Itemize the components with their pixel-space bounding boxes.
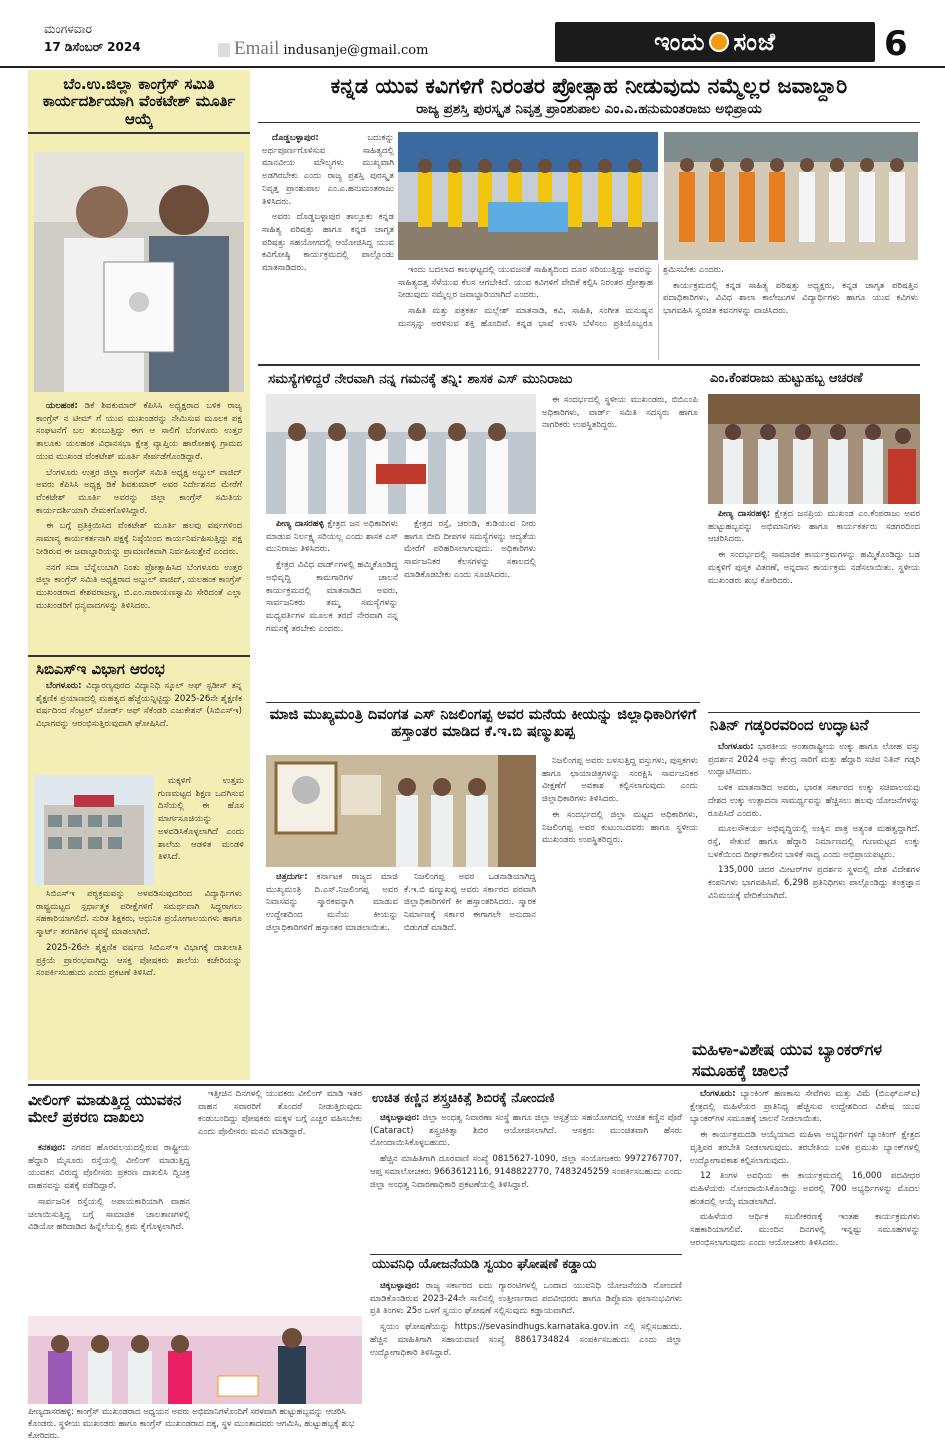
kemparaju-lead: ಪೀಣ್ಯ ದಾಸರಹಳ್ಳಿ: [718, 509, 771, 519]
gadkari-lead: ಬೆಂಗಳೂರು: [718, 742, 754, 752]
wheeling-para-1: ನಗರದ ಹೊರವಲಯದಲ್ಲಿರುವ ರಾಷ್ಟ್ರೀಯ ಹೆದ್ದಾರಿ ಮೈಸೂರು ರಸ್ತೆಯಲ್ಲಿ ವೀಲಿಂಗ್ ಮಾಡುತ್ತಿದ್ದ ಯುವಕನ ವಿರುದ್ಧ ಪೊಲೀಸರು ಪ್ರಕರಣ ದಾಖಲಿಸಿ ದ್ವಿಚಕ್ರ ವಾಹನವನ್ನು ವಶಕ್ಕೆ ಪಡೆದಿದ್ದಾರೆ. [28, 1143, 190, 1192]
divider [370, 1254, 682, 1255]
cbse-para-1: ವಿದ್ಯಾರಣ್ಯಪುರದ ವಿದ್ಯಾನಿಧಿ ಸ್ಕೂಲ್ ಆಫ್ ಸ್ಟಡೀಸ್ ತನ್ನ ಶೈಕ್ಷಣಿಕ ಪ್ರಯಾಣದಲ್ಲಿ ಮಹತ್ವದ ಹೆಜ್ಜೆಯನ್ನಿಟ್ಟಿದ್ದು 2025-26ನೇ ಶೈಕ್ಷಣಿಕ ವರ್ಷದಿಂದ ಸೆಂಟ್ರಲ್ ಬೋರ್ಡ್ ಆಫ್ ಸೆಕೆಂಡರಿ ಎಜುಕೇಶನ್ (ಸಿಬಿಎಸ್‌ಇ) ವಿಭಾಗವನ್ನು ಆರಂಭಿಸುತ್ತಿರುವುದಾಗಿ ಘೋಷಿಸಿದೆ. [36, 681, 242, 730]
yuvanidhi-body [370, 1280, 682, 1438]
nijalingappa-headline: ಮಾಜಿ ಮುಖ್ಯಮಂತ್ರಿ ದಿವಂಗತ ಎಸ್ ನಿಜಲಿಂಗಪ್ಪ ಅವರ ಮನೆಯ ಕೀಯನ್ನು ಜಿಲ್ಲಾಧಿಕಾರಿಗಳಿಗೆ ಹಸ್ತಾಂತರ ಮಾಡಿದ ಕೆ.ಇ.ಬಿ ಷಣ್ಮುಖಪ್ಪ [269, 707, 697, 740]
muniraju-para-4: ಈ ಸಂದರ್ಭದಲ್ಲಿ ಸ್ಥಳೀಯ ಮುಖಂಡರು, ಬಿಬಿಎಂಪಿ ಅಧಿಕಾರಿಗಳು, ವಾರ್ಡ್ ಸಮಿತಿ ಸದಸ್ಯರು ಹಾಗೂ ನಾಗರಿಕರು ಉಪಸ್ಥಿತರಿದ್ದರು. [542, 395, 698, 431]
gadkari-para-3: ಮೂಲಸೌಕರ್ಯ ಅಭಿವೃದ್ಧಿಯಲ್ಲಿ ಉಕ್ಕಿನ ಪಾತ್ರ ಅತ್ಯಂತ ಮಹತ್ವದ್ದಾಗಿದೆ. ರಸ್ತೆ, ಸೇತುವೆ ಹಾಗೂ ಹೆದ್ದಾರಿ ನಿರ್ಮಾಣದಲ್ಲಿ ಗುಣಮಟ್ಟದ ಉಕ್ಕು ಬಳಕೆಯಿಂದ ದೀರ್ಘಕಾಲೀನ ಬಾಳಿಕೆ ಸಾಧ್ಯ ಎಂದು ಅಭಿಪ್ರಾಯಪಟ್ಟರು. [708, 824, 920, 860]
surgery-body [370, 1112, 682, 1252]
left-para-2: ಬೆಂಗಳೂರು ಉತ್ತರ ಜಿಲ್ಲಾ ಕಾಂಗ್ರೆಸ್ ಸಮಿತಿ ಅಧ್ಯಕ್ಷ ಅಬ್ದುಲ್ ವಾಜಿದ್ ಅವರು ಕೆಪಿಸಿಸಿ ಅಧ್ಯಕ್ಷ ಡಿಕೆ ಶಿವಕುಮಾರ್ ಅವರ ನಿರ್ದೇಶನದ ಮೇರೆಗೆ ವೆಂಕಟೇಶ್ ಮೂರ್ತಿ ಅವರನ್ನು ಜಿಲ್ಲಾ ಕಾಂಗ್ರೆಸ್ ಸಮಿತಿಯ ಕಾರ್ಯದರ್ಶಿಯಾಗಿ ನೇಮಕಗೊಳಿಸಿದ್ದಾರೆ. [36, 467, 242, 516]
photo-birthday-celebration [708, 394, 920, 504]
gadkari-para-1: ಭಾರತೀಯ ಅಂತಾರಾಷ್ಟ್ರೀಯ ಉಕ್ಕು ಹಾಗೂ ಲೋಹ ವಸ್ತು ಪ್ರದರ್ಶನ 2024 ಅನ್ನು ಕೇಂದ್ರ ಸಾರಿಗೆ ಮತ್ತು ಹೆದ್ದಾರಿ ಸಚಿವ ನಿತಿನ್ ಗಡ್ಕರಿ ಉದ್ಘಾಟಿಸಿದರು. [708, 742, 920, 778]
top-para-5: ಕಾರ್ಯಕ್ರಮದಲ್ಲಿ ಕನ್ನಡ ಸಾಹಿತ್ಯ ಪರಿಷತ್ತು ಅಧ್ಯಕ್ಷರು, ಕನ್ನಡ ಜಾಗೃತ ಪರಿಷತ್ತಿನ ಪದಾಧಿಕಾರಿಗಳು, ವಿವಿಧ ಶಾಲಾ ಕಾಲೇಜುಗಳ ವಿದ್ಯಾರ್ಥಿಗಳು ಹಾಗೂ ಯುವ ಕವಿಗಳು ಭಾಗವಹಿಸಿ ಸ್ವರಚಿತ ಕವನಗಳನ್ನು ವಾಚಿಸಿದರು. [663, 280, 918, 317]
women-para-4: ಮಹಿಳೆಯರ ಆರ್ಥಿಕ ಸಬಲೀಕರಣಕ್ಕೆ ಇಂತಹ ಕಾರ್ಯಕ್ರಮಗಳು ಸಹಕಾರಿಯಾಗಲಿವೆ. ಮುಂದಿನ ದಿನಗಳಲ್ಲಿ ಇನ್ನಷ್ಟು ಸಮೂಹಗಳನ್ನು ಆರಂಭಿಸಲಾಗುವುದು ಎಂದು ಆಯೋಜಕರು ತಿಳಿಸಿದರು. [690, 1212, 920, 1248]
gadkari-para-4: 135,000 ಚದರ ಮೀಟರ್‌ಗಳ ಪ್ರದರ್ಶನ ಸ್ಥಳದಲ್ಲಿ ದೇಶ ವಿದೇಶಗಳ ಕಂಪನಿಗಳು ಭಾಗವಹಿಸಿವೆ. 6,298 ಪ್ರತಿನಿಧಿಗಳು ಪಾಲ್ಗೊಂಡಿದ್ದು ತಂತ್ರಜ್ಞಾನ ವಿನಿಮಯಕ್ಕೆ ವೇದಿಕೆಯಾಗಿದೆ. [708, 865, 920, 901]
kemparaju-para-1: ಕ್ಷೇತ್ರದ ಜನಪ್ರಿಯ ಮುಖಂಡ ಎಂ.ಕೆಂಪರಾಜು ಅವರ ಹುಟ್ಟುಹಬ್ಬವನ್ನು ಅಭಿಮಾನಿಗಳು ಹಾಗೂ ಕಾರ್ಯಕರ್ತರು ಸಡಗರದಿಂದ ಆಚರಿಸಿದರು. [708, 509, 920, 545]
women-body [690, 1088, 920, 1438]
kemparaju-para-2: ಈ ಸಂದರ್ಭದಲ್ಲಿ ಸಾಮಾಜಿಕ ಕಾರ್ಯಕ್ರಮಗಳನ್ನು ಹಮ್ಮಿಕೊಂಡಿದ್ದು ಬಡ ಮಕ್ಕಳಿಗೆ ಪುಸ್ತಕ ವಿತರಣೆ, ಅನ್ನದಾನ ಕಾರ್ಯಕ್ರಮ ನಡೆಸಲಾಯಿತು. ಸ್ಥಳೀಯ ಮುಖಂಡರು ಶುಭ ಕೋರಿದರು. [708, 550, 920, 586]
muniraju-para-2: ಕ್ಷೇತ್ರದ ವಿವಿಧ ವಾರ್ಡ್‌ಗಳಲ್ಲಿ ಹಮ್ಮಿಕೊಂಡಿದ್ದ ಅಭಿವೃದ್ಧಿ ಕಾಮಗಾರಿಗಳ ಚಾಲನೆ ಕಾರ್ಯಕ್ರಮದಲ್ಲಿ ಮಾತನಾಡಿದ ಅವರು, ಸಾರ್ವಜನಿಕರು ತಮ್ಮ ಸಮಸ್ಯೆಗಳನ್ನು ಮಧ್ಯವರ್ತಿಗಳ ಮೂಲಕ ತರದೆ ನೇರವಾಗಿ ನನ್ನ ಗಮನಕ್ಕೆ ತರಬೇಕು ಎಂದರು. [266, 560, 398, 634]
kemparaju-story [708, 368, 920, 706]
top-story [258, 70, 920, 362]
email-icon [218, 43, 230, 57]
page-number: 6 [884, 24, 908, 64]
yuvanidhi-para-2: ಸ್ವಯಂ ಘೋಷಣೆಯನ್ನು https://sevasindhugs.karnataka.gov.in ನಲ್ಲಿ ಸಲ್ಲಿಸಬಹುದು. ಹೆಚ್ಚಿನ ಮಾಹಿತಿಗಾಗಿ ಸಹಾಯವಾಣಿ ಸಂಖ್ಯೆ 8861734824 ಸಂಪರ್ಕಿಸಬಹುದು ಎಂದು ಜಿಲ್ಲಾ ಉದ್ಯೋಗಾಧಿಕಾರಿ ತಿಳಿಸಿದ್ದಾರೆ. [370, 1322, 682, 1358]
nijalingappa-para-3: ನಿಜಲಿಂಗಪ್ಪ ಅವರು ಬಳಸುತ್ತಿದ್ದ ವಸ್ತುಗಳು, ಪುಸ್ತಕಗಳು ಹಾಗೂ ಛಾಯಾಚಿತ್ರಗಳನ್ನು ಸಂರಕ್ಷಿಸಿ ಸಾರ್ವಜನಿಕರ ವೀಕ್ಷಣೆಗೆ ಅವಕಾಶ ಕಲ್ಪಿಸಲಾಗುವುದು ಎಂದು ಜಿಲ್ಲಾಧಿಕಾರಿಗಳು ತಿಳಿಸಿದರು. [542, 756, 698, 805]
yuvanidhi-para-1: ರಾಜ್ಯ ಸರ್ಕಾರದ ಐದು ಗ್ಯಾರಂಟಿಗಳಲ್ಲಿ ಒಂದಾದ ಯುವನಿಧಿ ಯೋಜನೆಯಡಿ ನೋಂದಣಿ ಮಾಡಿಕೊಂಡಿರುವ 2023-24ನೇ ಸಾಲಿನಲ್ಲಿ ಉತ್ತೀರ್ಣರಾದ ಪದವೀಧರರು ಹಾಗೂ ಡಿಪ್ಲೊಮಾ ಫಲಾನುಭವಿಗಳು ಪ್ರತಿ ತಿಂಗಳು 25ರ ಒಳಗೆ ಸ್ವಯಂ ಘೋಷಣೆ ಸಲ್ಲಿಸುವುದು ಕಡ್ಡಾಯವಾಗಿದೆ. [370, 1281, 682, 1317]
sun-icon [709, 32, 729, 52]
cbse-body-top [36, 680, 242, 780]
top-para-2: ಅವರು ದೊಡ್ಡಬಳ್ಳಾಪುರ ತಾಲ್ಲೂಕು ಕನ್ನಡ ಸಾಹಿತ್ಯ ಪರಿಷತ್ತು ಹಾಗೂ ಕನ್ನಡ ಜಾಗೃತ ಪರಿಷತ್ತು ಸಹಯೋಗದಲ್ಲಿ ಆಯೋಜಿಸಿದ್ದ ಯುವ ಕವಿಗೋಷ್ಠಿ ಕಾರ್ಯಕ್ರಮದಲ್ಲಿ ಪಾಲ್ಗೊಂಡು ಮಾತನಾಡಿದರು. [262, 212, 394, 274]
muniraju-story [266, 368, 700, 698]
cbse-para-2: ಮಕ್ಕಳಿಗೆ ಉತ್ತಮ ಗುಣಮಟ್ಟದ ಶಿಕ್ಷಣ ಒದಗಿಸುವ ದಿಸೆಯಲ್ಲಿ ಈ ಹೊಸ ಮಾರ್ಗಸೂಚಿಯನ್ನು ಅಳವಡಿಸಿಕೊಳ್ಳಲಾಗಿದೆ ಎಂದು ಶಾಲೆಯ ಆಡಳಿತ ಮಂಡಳಿ ತಿಳಿಸಿದೆ. [158, 776, 244, 863]
nijalingappa-lead: ಚಿತ್ರದುರ್ಗ: [276, 872, 308, 882]
gadkari-body [708, 741, 920, 1029]
photo-poets-group [398, 132, 658, 260]
left-column [28, 70, 250, 1080]
top-lead: ದೊಡ್ಡಬಳ್ಳಾಪುರ: [272, 133, 319, 143]
wheeling-para-2: ಸಾರ್ವಜನಿಕ ರಸ್ತೆಯಲ್ಲಿ ಅಪಾಯಕಾರಿಯಾಗಿ ವಾಹನ ಚಲಾಯಿಸುತ್ತಿದ್ದ ಬಗ್ಗೆ ಸಾಮಾಜಿಕ ಜಾಲತಾಣಗಳಲ್ಲಿ ವಿಡಿಯೋ ಹರಿದಾಡಿದ ಹಿನ್ನೆಲೆಯಲ್ಲಿ ಕ್ರಮ ಕೈಗೊಳ್ಳಲಾಗಿದೆ. [28, 1196, 190, 1233]
left-para-1: ಡಿಕೆ ಶಿವಕುಮಾರ್ ಕೆಪಿಸಿಸಿ ಅಧ್ಯಕ್ಷರಾದ ಬಳಿಕ ರಾಜ್ಯ ಕಾಂಗ್ರೆಸ್ ನ ಟೀಮ್ ಗೆ ಯುವ ಮುಖಂಡರನ್ನು ನೇಮಿಸುವ ಮೂಲಕ ಪಕ್ಷ ಸಂಘಟನೆಗೆ ಬಲ ತುಂಬುತ್ತಿದ್ದು ಈಗ ಆ ಸಾಲಿಗೆ ಬೆಂಗಳೂರು ಉತ್ತರ ತಾಲೂಕು ಯಲಹಂಕ ವಿಧಾನಸಭಾ ಕ್ಷೇತ್ರ ವ್ಯಾಪ್ತಿಯ ಹಾರೋಹಳ್ಳಿ ಗ್ರಾಮದ ಯುವ ಮುಖಂಡ ವೆಂಕಟೇಶ್ ಮೂರ್ತಿ ಸೇರ್ಪಡೆಗೊಂಡಿದ್ದಾರೆ. [36, 401, 243, 462]
nijalingappa-story [266, 702, 700, 1078]
cbse-lead: ಬೆಂಗಳೂರು: [46, 681, 82, 691]
wheeling-headline: ವೀಲಿಂಗ್ ಮಾಡುತ್ತಿದ್ದ ಯುವಕನ ಮೇಲೆ ಪ್ರಕರಣ ದಾಖಲು [28, 1091, 182, 1127]
top-body-col1 [262, 132, 394, 360]
photo-certificate-handover [34, 152, 244, 392]
masthead-email [214, 38, 428, 60]
logo-right: ಸಂಜೆ [733, 28, 776, 56]
muniraju-para-1: ಕ್ಷೇತ್ರದ ಜನ ಅಧಿಕಾರಿಗಳು ಮಾಡುವ ನಿರ್ಲಕ್ಷ್ಯ ಸರಿಯಲ್ಲ ಎಂದು ಶಾಸಕ ಎಸ್ ಮುನಿರಾಜು ತಿಳಿಸಿದರು. [266, 519, 398, 555]
photo-felicitation [664, 132, 918, 260]
women-para-2: ಈ ಕಾರ್ಯಕ್ರಮದಡಿ ಆಯ್ಕೆಯಾದ ಮಹಿಳಾ ಅಭ್ಯರ್ಥಿಗಳಿಗೆ ಬ್ಯಾಂಕಿಂಗ್ ಕ್ಷೇತ್ರದ ವೃತ್ತಿಪರ ತರಬೇತಿ ನೀಡಲಾಗುವುದು. ತರಬೇತಿಯ ಬಳಿಕ ಪ್ರಮುಖ ಬ್ಯಾಂಕ್‌ಗಳಲ್ಲಿ ಉದ್ಯೋಗಾವಕಾಶ ಕಲ್ಪಿಸಲಾಗುವುದು. [690, 1130, 920, 1166]
gadkari-story [708, 712, 920, 1030]
nijalingappa-body-col2 [404, 871, 536, 1077]
cbse-body-bottom [36, 888, 242, 1076]
wheeling-photo-caption: ಪೀಣ್ಯದಾಸರಹಳ್ಳಿ: ಕಾಂಗ್ರೆಸ್ ಮುಖಂಡರಾದ ಅಧ್ಯಯನ ಅವರು ಅಭಿಮಾನಿಗಳೊಂದಿಗೆ ಸರಳವಾಗಿ ಹುಟ್ಟುಹಬ್ಬವನ್ನು ಆಚರಿಸಿ ಕೊಂಡರು. ಸ್ಥಳೀಯ ಮುಖಂಡರು ಹಾಗೂ ಕಾಂಗ್ರೆಸ್ ಮುಖಂಡರಾದ ದಕ್ಕ, ಸ್ಥಳ ಮುಂತಾದವರು ಆಗಮಿಸಿ, ಹುಟ್ಟುಹಬ್ಬಕ್ಕೆ ಶುಭ ಕೋರಿದರು. [28, 1406, 355, 1440]
newspaper-logo [555, 22, 875, 62]
photo-school-building [34, 775, 154, 885]
muniraju-caption: ಪೀಣ್ಯ ದಾಸರಹಳ್ಳಿ [276, 519, 324, 529]
top-subhead: ರಾಜ್ಯ ಪ್ರಶಸ್ತಿ ಪುರಸ್ಕೃತ ನಿವೃತ್ತ ಪ್ರಾಂಶುಪಾಲ ಎಂ.ಎ.ಹನುಮಂತರಾಜು ಅಭಿಪ್ರಾಯ [258, 100, 920, 123]
cbse-body-side [158, 775, 244, 885]
top-body-lower [398, 264, 918, 360]
email-label: Email [234, 38, 280, 59]
nijalingappa-body-col3 [542, 755, 698, 1077]
muniraju-para-3: ಕ್ಷೇತ್ರದ ರಸ್ತೆ, ಚರಂಡಿ, ಕುಡಿಯುವ ನೀರು ಹಾಗೂ ಬೀದಿ ದೀಪಗಳ ಸಮಸ್ಯೆಗಳನ್ನು ಆದ್ಯತೆಯ ಮೇರೆಗೆ ಪರಿಹರಿಸಲಾಗುವುದು. ಅಧಿಕಾರಿಗಳು ಸಾರ್ವಜನಿಕರ ಕೆಲಸಗಳನ್ನು ಸಕಾಲದಲ್ಲಿ ಮಾಡಿಕೊಡಬೇಕು ಎಂದು ಸೂಚಿಸಿದರು. [404, 519, 536, 580]
left-para-4: ನನಗೆ ಸದಾ ಬೆನ್ನೆಲುಬಾಗಿ ನಿಂತು ಪ್ರೋತ್ಸಾಹಿಸಿದ ಬೆಂಗಳೂರು ಉತ್ತರ ಜಿಲ್ಲಾ ಕಾಂಗ್ರೆಸ್ ಸಮಿತಿ ಅಧ್ಯಕ್ಷರಾದ ಅಬ್ದುಲ್ ವಾಜಿದ್, ಯಲಹಂಕ ಕಾಂಗ್ರೆಸ್ ಮುಖಂಡರಾದ ಕೇಶವರಾಜಣ್ಣ, ಬಿ.ಎಂ.ನಾರಾಯಣಸ್ವಾಮಿ ಸೇರಿದಂತೆ ಎಲ್ಲಾ ಮುಖಂಡರಿಗೆ ಧನ್ಯವಾದಗಳನ್ನು ತಿಳಿಸಿದರು. [36, 562, 243, 611]
muniraju-body-col1 [266, 518, 398, 696]
cbse-headline-box [28, 655, 250, 680]
women-lead: ಬೆಂಗಳೂರು: [700, 1089, 736, 1099]
muniraju-body-col3 [542, 394, 698, 696]
divider [258, 364, 920, 366]
kemparaju-body [708, 508, 920, 704]
left-headline: ಬೆಂ.ಉ.ಜಿಲ್ಲಾ ಕಾಂಗ್ರೆಸ್ ಸಮಿತಿ ಕಾರ್ಯದರ್ಶಿಯಾಗಿ ವೆಂಕಟೇಶ್ ಮೂರ್ತಿ ಆಯ್ಕೆ [42, 75, 236, 128]
nijalingappa-para-2: ನಿಜಲಿಂಗಪ್ಪ ಅವರ ಒಡನಾಡಿಯಾಗಿದ್ದ ಕೆ.ಇ.ಬಿ ಷಣ್ಮುಖಪ್ಪ ಅವರು ಸರ್ಕಾರದ ಪರವಾಗಿ ಜಿಲ್ಲಾಧಿಕಾರಿಗಳಿಗೆ ಕೀ ಹಸ್ತಾಂತರಿಸಿದರು. ಸ್ಮಾರಕ ನಿರ್ಮಾಣಕ್ಕೆ ಸರ್ಕಾರ ಈಗಾಗಲೇ ಅನುದಾನ ಬಿಡುಗಡೆ ಮಾಡಿದೆ. [404, 872, 536, 933]
masthead [0, 0, 945, 68]
photo-birthday-cake [28, 1316, 362, 1404]
nijalingappa-para-4: ಈ ಸಂದರ್ಭದಲ್ಲಿ ಜಿಲ್ಲಾ ಮಟ್ಟದ ಅಧಿಕಾರಿಗಳು, ನಿಜಲಿಂಗಪ್ಪ ಅವರ ಕುಟುಂಬದವರು ಹಾಗೂ ಸ್ಥಳೀಯ ಮುಖಂಡರು ಉಪಸ್ಥಿತರಿದ್ದರು. [542, 809, 698, 846]
women-para-3: 12 ತಿಂಗಳ ಅವಧಿಯ ಈ ಕಾರ್ಯಕ್ರಮದಲ್ಲಿ 16,000 ಪದವೀಧರ ಮಹಿಳೆಯರು ನೋಂದಾಯಿಸಿಕೊಂಡಿದ್ದು ಅವರಲ್ಲಿ 700 ಅಭ್ಯರ್ಥಿಗಳನ್ನು ಮೊದಲ ಹಂತದಲ್ಲಿ ಆಯ್ಕೆ ಮಾಡಲಾಗಿದೆ. [690, 1171, 920, 1207]
email-address: indusanje@gmail.com [283, 43, 429, 58]
surgery-para-2: ಹೆಚ್ಚಿನ ಮಾಹಿತಿಗಾಗಿ ದೂರವಾಣಿ ಸಂಖ್ಯೆ 0815627-1090, ಜಿಲ್ಲಾ ಸಂಯೋಜಕರು 9972767707, ಆಪ್ತ ಸಮಾಲೋಚಕರು 9663612116, 9148822770, 7483245259 ಸಂಪರ್ಕಿಸಬಹುದು ಎಂದು ಜಿಲ್ಲಾ ಅಂಧತ್ವ ನಿವಾರಣಾಧಿಕಾರಿ ಪ್ರಕಟಣೆಯಲ್ಲಿ ತಿಳಿಸಿದ್ದಾರೆ. [370, 1154, 682, 1190]
masthead-date: 17 ಡಿಸೆಂಬರ್ 2024 [44, 40, 141, 54]
surgery-para-1: ಜಿಲ್ಲಾ ಅಂಧತ್ವ ನಿವಾರಣಾ ಸಂಸ್ಥೆ ಹಾಗೂ ಜಿಲ್ಲಾ ಆಸ್ಪತ್ರೆಯ ಸಹಯೋಗದಲ್ಲಿ ಉಚಿತ ಕಣ್ಣಿನ ಪೊರೆ (Cataract) ಶಸ್ತ್ರಚಿಕಿತ್ಸಾ ಶಿಬಿರ ಆಯೋಜಿಸಲಾಗಿದೆ. ಆಸಕ್ತರು ಮುಂಚಿತವಾಗಿ ಹೆಸರು ನೋಂದಾಯಿಸಿಕೊಳ್ಳಬಹುದು. [370, 1113, 682, 1149]
muniraju-body-col2 [404, 518, 536, 696]
left-lead: ಯಲಹಂಕ: [46, 401, 78, 411]
left-para-3: ಈ ಬಗ್ಗೆ ಪ್ರತಿಕ್ರಿಯಿಸಿದ ವೆಂಕಟೇಶ್ ಮೂರ್ತಿ ಹಲವು ವರ್ಷಗಳಿಂದ ಸಾಮಾನ್ಯ ಕಾರ್ಯಕರ್ತನಾಗಿ ಪಕ್ಷಕ್ಕೆ ನಿಷ್ಠೆಯಿಂದ ಕಾರ್ಯನಿರ್ವಹಿಸುತ್ತಿದ್ದು ಪಕ್ಷ ನೀಡಿರುವ ಈ ಜವಾಬ್ದಾರಿಯನ್ನು ಪ್ರಾಮಾಣಿಕವಾಗಿ ನಿರ್ವಹಿಸುತ್ತೇನೆ ಎಂದರು. [36, 521, 242, 557]
women-headline: ಮಹಿಳಾ-ವಿಶೇಷ ಯುವ ಬ್ಯಾಂಕರ್‌ಗಳ ಸಮೂಹಕ್ಕೆ ಚಾಲನೆ [692, 1040, 883, 1080]
wheeling-para-3: ಇತ್ತೀಚಿನ ದಿನಗಳಲ್ಲಿ ಯುವಕರು ವೀಲಿಂಗ್ ಮಾಡಿ ಇತರ ವಾಹನ ಸವಾರರಿಗೆ ತೊಂದರೆ ನೀಡುತ್ತಿರುವುದು ಕಂಡುಬಂದಿದ್ದು ಪೋಷಕರು ಮಕ್ಕಳ ಬಗ್ಗೆ ಎಚ್ಚರ ವಹಿಸಬೇಕು ಎಂದು ಪೊಲೀಸರು ಮನವಿ ಮಾಡಿದ್ದಾರೆ. [198, 1089, 362, 1138]
women-bankers-story [690, 1036, 920, 1440]
photo-nijalingappa-house [266, 755, 536, 867]
photo-muniraju-event [266, 394, 536, 514]
masthead-day: ಮಂಗಳವಾರ [44, 22, 93, 36]
top-headline: ಕನ್ನಡ ಯುವ ಕವಿಗಳಿಗೆ ನಿರಂತರ ಪ್ರೋತ್ಸಾಹ ನೀಡುವುದು ನಮ್ಮೆಲ್ಲರ ಜವಾಬ್ದಾರಿ [330, 74, 848, 98]
wheeling-lead: ಕನಕಪುರ: [38, 1143, 66, 1153]
logo-left: ಇಂದು [654, 28, 706, 56]
yuvanidhi-lead: ಚಿಕ್ಕಬಳ್ಳಾಪುರ: [380, 1281, 420, 1291]
cbse-para-3: ಸಿಬಿಎಸ್‌ಇ ಪಠ್ಯಕ್ರಮವನ್ನು ಅಳವಡಿಸುವುದರಿಂದ ವಿದ್ಯಾರ್ಥಿಗಳು ರಾಷ್ಟ್ರಮಟ್ಟದ ಸ್ಪರ್ಧಾತ್ಮಕ ಪರೀಕ್ಷೆಗಳಿಗೆ ಸಮರ್ಥವಾಗಿ ಸಿದ್ಧರಾಗಲು ಸಹಕಾರಿಯಾಗಲಿದೆ. ನುರಿತ ಶಿಕ್ಷಕರು, ಆಧುನಿಕ ಪ್ರಯೋಗಾಲಯಗಳು ಹಾಗೂ ಸ್ಮಾರ್ಟ್ ತರಗತಿಗಳ ವ್ಯವಸ್ಥೆ ಮಾಡಲಾಗಿದೆ. [36, 889, 242, 938]
nijalingappa-para-1: ಕರ್ನಾಟಕ ರಾಜ್ಯದ ಮಾಜಿ ಮುಖ್ಯಮಂತ್ರಿ ದಿ.ಎಸ್.ನಿಜಲಿಂಗಪ್ಪ ಅವರ ನಿವಾಸವನ್ನು ಸ್ಮಾರಕವನ್ನಾಗಿ ಮಾಡುವ ಉದ್ದೇಶದಿಂದ ಮನೆಯ ಕೀಯನ್ನು ಜಿಲ್ಲಾಧಿಕಾರಿಗಳಿಗೆ ಹಸ್ತಾಂತರ ಮಾಡಲಾಯಿತು. [266, 872, 398, 933]
wheeling-story [28, 1088, 362, 1440]
yuvanidhi-headline: ಯುವನಿಧಿ ಯೋಜನೆಯಡಿ ಸ್ವಯಂ ಘೋಷಣೆ ಕಡ್ಡಾಯ [372, 1257, 597, 1272]
top-para-4: ಸಾಹಿತಿ ಮತ್ತು ಪತ್ರಕರ್ತ ಮಲ್ಲೇಶ್ ಮಾತನಾಡಿ, ಕವಿ, ಸಾಹಿತಿ, ಸಂಗೀತ ಮನುಷ್ಯನ ಮನಸ್ಸನ್ನು ಅರಳಿಸುವ ಶಕ್ತಿ ಹೊಂದಿವೆ. ಕನ್ನಡ ಭಾಷೆ ಉಳಿಸಿ ಬೆಳೆಸಲು ಪ್ರತಿಯೊಬ್ಬರೂ ಶ್ರಮಿಸಬೇಕು ಎಂದರು. [398, 265, 724, 329]
surgery-headline: ಉಚಿತ ಕಣ್ಣಿನ ಶಸ್ತ್ರಚಿಕಿತ್ಸೆ ಶಿಬಿರಕ್ಕೆ ನೋಂದಣಿ [372, 1091, 555, 1106]
kemparaju-headline: ಎಂ.ಕೆಂಪರಾಜು ಹುಟ್ಟುಹಬ್ಬ ಆಚರಣೆ [710, 371, 863, 386]
women-para-1: ಬ್ಯಾಂಕಿಂಗ್ ಹಣಕಾಸು ಸೇವೆಗಳು ಮತ್ತು ವಿಮೆ (ಬಿಎಫ್‌ಎಸ್‌ಐ) ಕ್ಷೇತ್ರದಲ್ಲಿ ಮಹಿಳೆಯರ ಪ್ರಾತಿನಿಧ್ಯ ಹೆಚ್ಚಿಸುವ ಉದ್ದೇಶದಿಂದ ವಿಶೇಷ ಯುವ ಬ್ಯಾಂಕರ್‌ಗಳ ಸಮೂಹಕ್ಕೆ ಚಾಲನೆ ನೀಡಲಾಯಿತು. [690, 1089, 920, 1125]
wheeling-body-col1 [28, 1142, 190, 1314]
wheeling-body-col2 [198, 1088, 362, 1314]
surgery-lead: ಚಿಕ್ಕಬಳ್ಳಾಪುರ: [380, 1113, 420, 1123]
top-para-3: ಇಂದು ಬದಲಾದ ಕಾಲಘಟ್ಟದಲ್ಲಿ ಯುವಜನತೆ ಸಾಹಿತ್ಯದಿಂದ ದೂರ ಸರಿಯುತ್ತಿದ್ದು ಅವರನ್ನು ಸಾಹಿತ್ಯದತ್ತ ಸೆಳೆಯುವ ಕೆಲಸ ಆಗಬೇಕಿದೆ. ಯುವ ಕವಿಗಳಿಗೆ ವೇದಿಕೆ ಕಲ್ಪಿಸಿ ನಿರಂತರ ಪ್ರೋತ್ಸಾಹ ನೀಡುವುದು ನಮ್ಮೆಲ್ಲರ ಜವಾಬ್ದಾರಿಯಾಗಿದೆ ಎಂದರು. [398, 265, 653, 301]
middle-bottom-stories [370, 1088, 682, 1440]
nijalingappa-body-col1 [266, 871, 398, 1077]
gadkari-headline: ನಿತಿನ್ ಗಡ್ಕರಿರವರಿಂದ ಉದ್ಘಾಟನೆ [710, 716, 869, 734]
muniraju-headline: ಸಮಸ್ಯೆಗಳಿದ್ದರೆ ನೇರವಾಗಿ ನನ್ನ ಗಮನಕ್ಕೆ ತನ್ನಿ: ಶಾಸಕ ಎಸ್ ಮುನಿರಾಜು [268, 371, 573, 387]
gadkari-para-2: ಬಳಿಕ ಮಾತನಾಡಿದ ಅವರು, ಭಾರತ ಸರ್ಕಾರದ ಉಕ್ಕು ಸಚಿವಾಲಯವು ದೇಶದ ಉಕ್ಕು ಉತ್ಪಾದನಾ ಸಾಮರ್ಥ್ಯವನ್ನು ಹೆಚ್ಚಿಸಲು ಹಲವು ಯೋಜನೆಗಳನ್ನು ರೂಪಿಸಿದೆ ಎಂದರು. [708, 783, 920, 819]
cbse-headline: ಸಿಬಿಎಸ್‌ಇ ವಿಭಾಗ ಆರಂಭ [36, 660, 165, 678]
top-para-1: ಬದುಕನ್ನು ಅರ್ಥಪೂರ್ಣಗೊಳಿಸುವ ಸಾಹಿತ್ಯದಲ್ಲಿ ಮಾನವೀಯ ಮೌಲ್ಯಗಳು ಮುಖ್ಯವಾಗಿ ಅಡಗಿರಬೇಕು ಎಂದು ರಾಜ್ಯ ಪ್ರಶಸ್ತಿ ಪುರಸ್ಕೃತ ನಿವೃತ್ತ ಪ್ರಾಂಶುಪಾಲ ಎಂ.ಎ.ಹನುಮಂತರಾಜು ತಿಳಿಸಿದರು. [262, 133, 394, 207]
left-headline-box [28, 70, 250, 134]
cbse-para-4: 2025-26ನೇ ಶೈಕ್ಷಣಿಕ ವರ್ಷದ ಸಿಬಿಎಸ್‌ಇ ವಿಭಾಗಕ್ಕೆ ದಾಖಲಾತಿ ಪ್ರಕ್ರಿಯೆ ಪ್ರಾರಂಭವಾಗಿದ್ದು ಆಸಕ್ತ ಪೋಷಕರು ಶಾಲೆಯ ಕಚೇರಿಯನ್ನು ಸಂಪರ್ಕಿಸಬಹುದು ಎಂದು ಪ್ರಕಟಣೆ ತಿಳಿಸಿದೆ. [36, 942, 242, 979]
